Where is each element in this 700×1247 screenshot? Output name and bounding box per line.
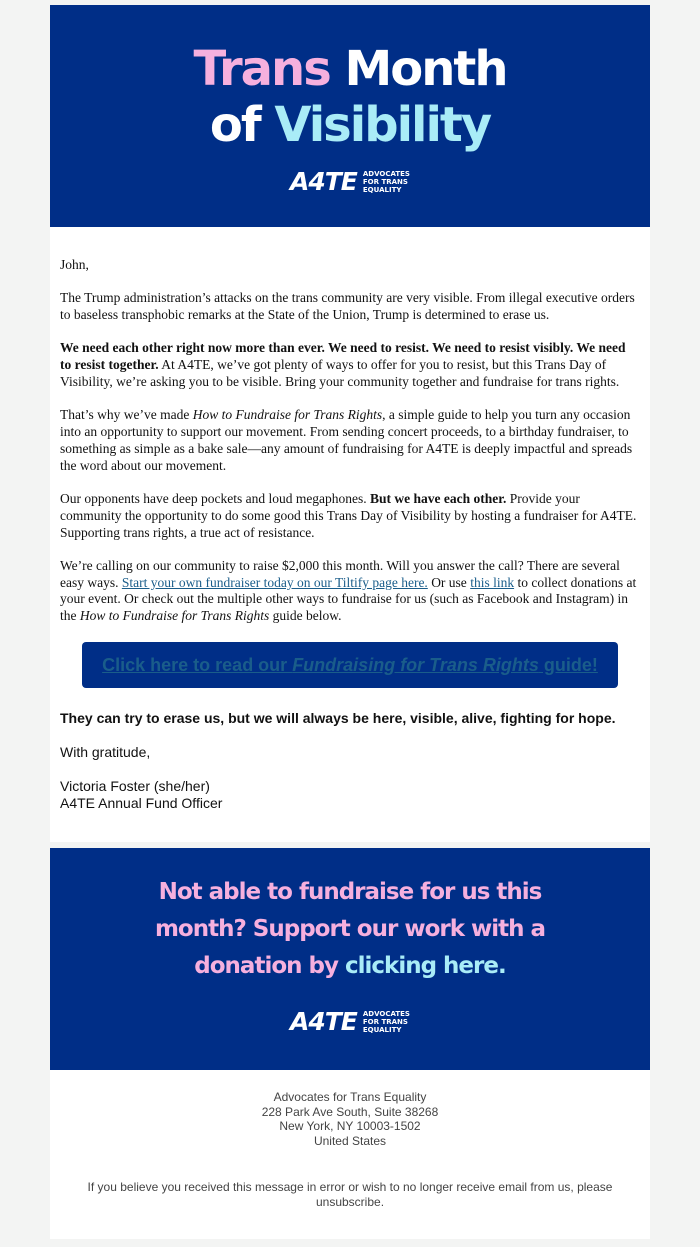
footer-city: New York, NY 10003-1502 <box>279 1119 421 1134</box>
paragraph-4 <box>60 491 640 541</box>
donate-line: month? Support our work with a <box>154 916 546 943</box>
donate-line: Not able to fundraise for us this <box>158 879 542 906</box>
footer-country: United States <box>313 1133 387 1148</box>
email-container <box>50 5 650 1239</box>
title-word-month: Month <box>344 41 507 97</box>
footer-street: 228 Park Ave South, Suite 38268 <box>261 1104 439 1119</box>
donate-link-text: clicking here. <box>344 953 506 980</box>
paragraph-2 <box>60 340 640 390</box>
a4te-logo <box>290 1007 410 1036</box>
tiltify-link[interactable]: Start your own fundraiser today on our Tiltify page here. <box>121 574 428 590</box>
logo-wordmark <box>363 170 410 194</box>
signature <box>60 778 640 812</box>
greeting: John, <box>60 257 89 272</box>
unsubscribe-text: If you believe you received this message in error or wish to no longer receive email from us, please <box>87 1180 613 1195</box>
header-title <box>50 41 650 153</box>
paragraph-4-text: Provide your community the opportunity to do some good this Trans Day of Visibility by hosting a fundraiser for A4TE. Supporting trans rights, a true act of resistance. <box>60 490 637 540</box>
paragraph-3-text: That’s why we’ve made <box>60 407 193 423</box>
donate-text <box>50 874 650 985</box>
logo-mark: A4TE <box>290 1007 357 1037</box>
title-word-visibility: Visibility <box>274 97 491 153</box>
paragraph-3-text: , a simple guide to help you turn any occasion into an opportunity to support our movement. From sending concert proceeds, to a birthday fundraiser, to something as simple as a bake sale—any amount of fundraising for A4TE is deeply impactful and spreads the word about our movement. <box>60 407 633 473</box>
donate-line: donation by <box>194 953 345 980</box>
header-banner <box>50 5 650 227</box>
paragraph-2-bold: We need each other right now more than ever. We need to resist. We need to resist visibly. We need to resist together. <box>60 340 626 373</box>
unsubscribe-link[interactable]: unsubscribe <box>315 1194 381 1209</box>
logo-mark: A4TE <box>290 167 357 196</box>
logo-line: EQUALITY <box>362 185 402 194</box>
paragraph-5-text: to collect donations at your event. Or check out the multiple other ways to fundraise for us (such as Facebook and Instagram) in the <box>60 574 637 624</box>
logo-line: ADVOCATES <box>362 1009 410 1018</box>
cta-wrapper <box>60 642 640 688</box>
donation-link[interactable]: this link <box>470 574 515 590</box>
unsubscribe-notice <box>80 1180 620 1209</box>
cta-text: guide! <box>538 654 598 675</box>
logo-line: FOR TRANS <box>362 177 408 186</box>
email-body <box>50 227 650 842</box>
paragraph-4-bold: But we have each other. <box>370 490 507 506</box>
guide-title: How to Fundraise for Trans Rights <box>192 407 383 423</box>
logo-line: FOR TRANS <box>362 1017 408 1026</box>
logo-line: EQUALITY <box>362 1025 402 1034</box>
cta-text: Click here to read our <box>102 654 293 675</box>
paragraph-1: The Trump administration’s attacks on the trans community are very visible. From illegal executive orders to baseless transphobic remarks at the State of the Union, Trump is determined to erase us. <box>60 290 635 323</box>
closing-statement: They can try to erase us, but we will always be here, visible, alive, fighting for hope. <box>60 709 616 726</box>
title-word-of: of <box>209 97 260 153</box>
cta-guide-title: Fundraising for Trans Rights <box>292 654 539 675</box>
read-guide-button[interactable] <box>82 642 618 688</box>
paragraph-5-text: We’re calling on our community to raise $2,000 this month. Will you answer the call? There are several easy ways. <box>60 557 620 590</box>
a4te-logo <box>290 167 410 196</box>
paragraph-5-text: Or use <box>427 574 471 590</box>
signature-name: Victoria Foster (she/her) <box>60 778 210 795</box>
gratitude: With gratitude, <box>60 744 151 761</box>
footer <box>50 1070 650 1239</box>
paragraph-4-text: Our opponents have deep pockets and loud megaphones. <box>60 490 371 506</box>
title-word-trans: Trans <box>193 41 330 97</box>
signature-title: A4TE Annual Fund Officer <box>60 795 223 812</box>
footer-org: Advocates for Trans Equality <box>273 1090 427 1105</box>
footer-address <box>80 1090 620 1148</box>
guide-title: How to Fundraise for Trans Rights <box>79 608 270 624</box>
donate-banner[interactable] <box>50 848 650 1070</box>
paragraph-2-text: At A4TE, we’ve got plenty of ways to offer for you to resist, but this Trans Day of Visibility, we’re asking you to be visible. Bring your community together and fundraise for trans rights. <box>60 357 620 389</box>
logo-wordmark <box>363 1010 410 1034</box>
paragraph-5-text: guide below. <box>269 608 342 624</box>
logo-line: ADVOCATES <box>362 169 410 178</box>
unsubscribe-text: . <box>380 1194 385 1209</box>
paragraph-5 <box>60 558 640 625</box>
paragraph-3 <box>60 407 640 474</box>
